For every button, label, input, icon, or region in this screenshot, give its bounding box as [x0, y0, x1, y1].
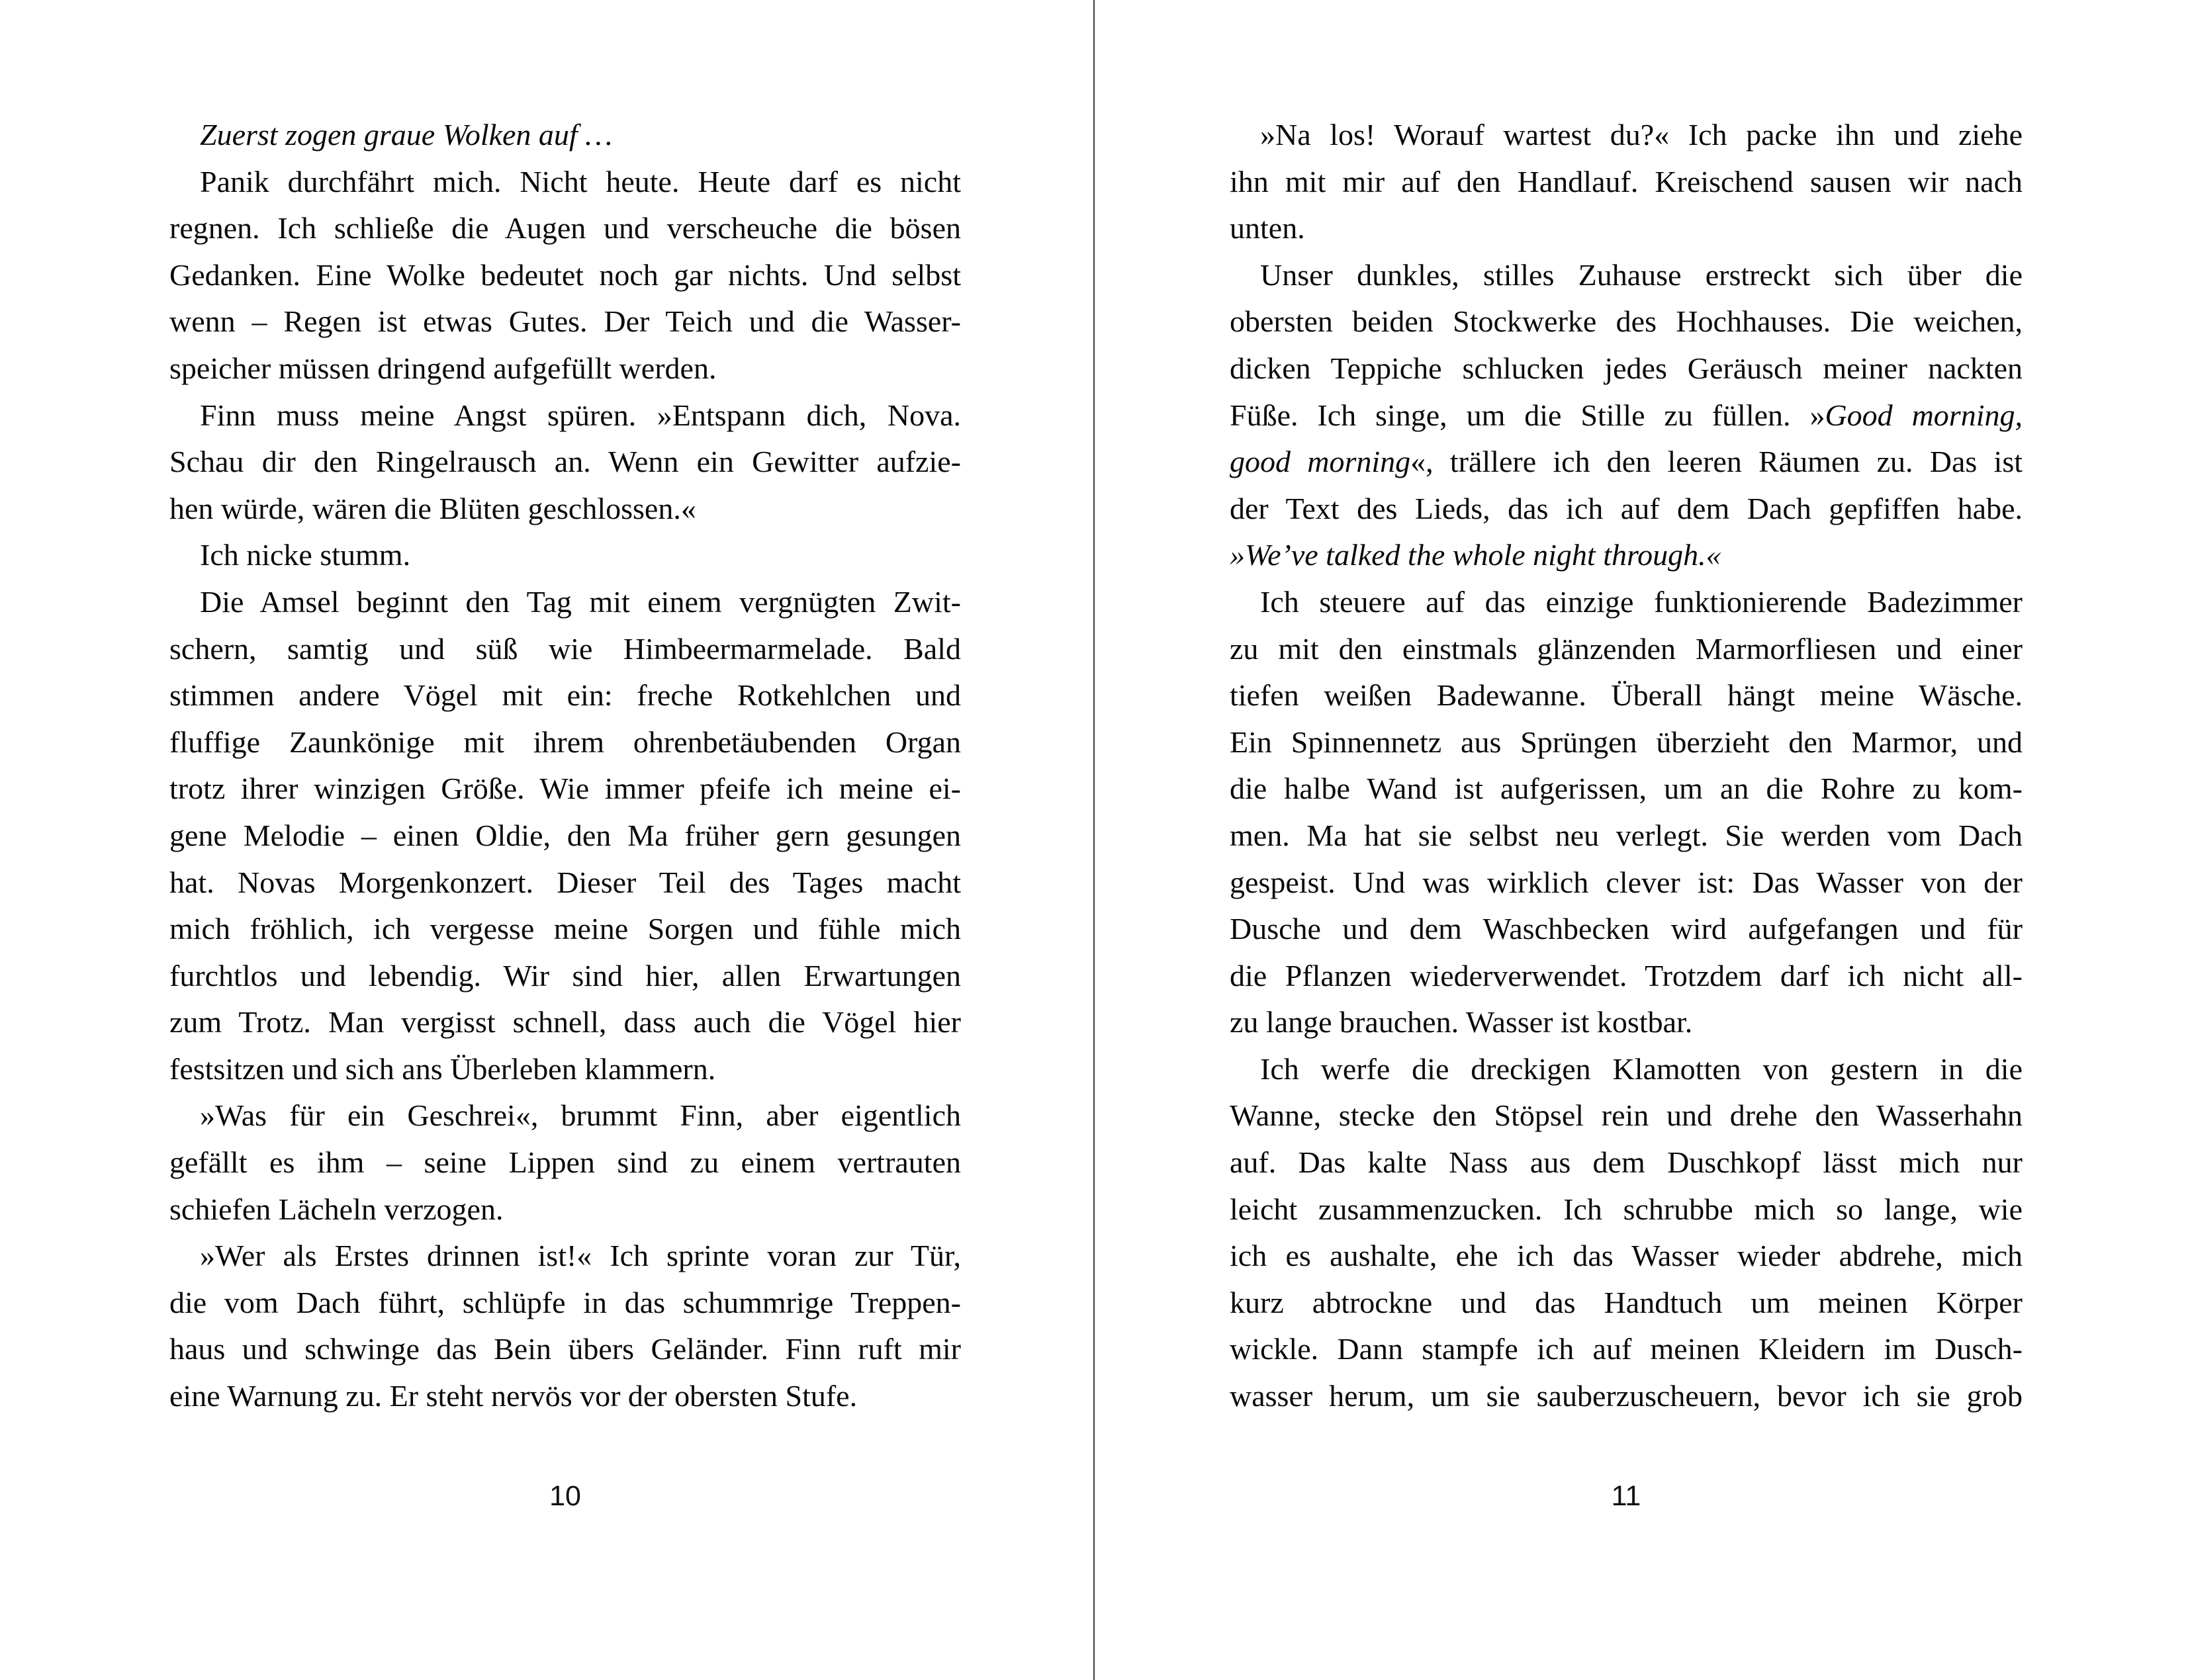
text-line [169, 112, 961, 159]
text-line [169, 953, 961, 1000]
text-run: mich fröhlich, ich vergesse meine Sorgen und fühle mich [169, 912, 961, 946]
text-line [1230, 205, 2023, 252]
text-run: hat. Novas Morgenkonzert. Dieser Teil des Tages macht [169, 865, 961, 899]
text-run: kurz abtrockne und das Handtuch um meinen Körper [1230, 1285, 2023, 1319]
text-line [1230, 532, 2023, 579]
text-run: furchtlos und lebendig. Wir sind hier, allen Erwartungen [169, 958, 961, 993]
text-run: »Wer als Erstes drinnen ist!« Ich sprinte voran zur Tür, [200, 1239, 961, 1273]
text-line [169, 1186, 961, 1233]
text-line [1230, 345, 2023, 392]
text-run: zu lange brauchen. Wasser ist kostbar. [1230, 1005, 1693, 1039]
text-line [1230, 860, 2023, 906]
italic-text-run: Good morning, [1825, 398, 2023, 432]
text-line [169, 345, 961, 392]
text-line [1230, 159, 2023, 206]
text-line [1230, 1326, 2023, 1373]
text-line [1230, 579, 2023, 626]
text-line [169, 1233, 961, 1280]
page-right-text [1230, 112, 2023, 1420]
text-line [1230, 252, 2023, 299]
text-run: Die Amsel beginnt den Tag mit einem vergnügten Zwit- [200, 584, 961, 619]
text-line [1230, 298, 2023, 345]
text-run: wickle. Dann stampfe ich auf meinen Kleidern im Dusch- [1230, 1332, 2023, 1366]
text-line [1230, 953, 2023, 1000]
italic-text-run: »We’ve talked the whole night through.« [1230, 538, 1721, 572]
text-run: schern, samtig und süß wie Himbeermarmelade. Bald [169, 631, 961, 666]
text-run: regnen. Ich schließe die Augen und verscheuche die bösen [169, 211, 961, 245]
text-run: gene Melodie – einen Oldie, den Ma früher gern gesungen [169, 818, 961, 852]
text-line [169, 1139, 961, 1186]
text-run: »Was für ein Geschrei«, brummt Finn, aber eigentlich [200, 1098, 961, 1133]
text-run: unten. [1230, 211, 1305, 245]
text-line [169, 532, 961, 579]
text-run: men. Ma hat sie selbst neu verlegt. Sie werden vom Dach [1230, 818, 2023, 852]
text-run: tiefen weißen Badewanne. Überall hängt meine Wäsche. [1230, 678, 2023, 713]
text-run: Dusche und dem Waschbecken wird aufgefangen und für [1230, 912, 2023, 946]
text-line [1230, 1280, 2023, 1327]
text-line [1230, 626, 2023, 673]
text-run: trotz ihrer winzigen Größe. Wie immer pfeife ich meine ei- [169, 772, 961, 806]
text-line [1230, 813, 2023, 860]
text-run: speicher müssen dringend aufgefüllt werden. [169, 351, 717, 385]
text-run: fluffige Zaunkönige mit ihrem ohrenbetäubenden Organ [169, 725, 961, 759]
text-line [169, 719, 961, 766]
italic-text-run: Zuerst zogen graue Wolken auf … [200, 118, 613, 152]
text-line [169, 1373, 961, 1420]
text-run: der Text des Lieds, das ich auf dem Dach gepfiffen habe. [1230, 491, 2023, 525]
text-line [1230, 1046, 2023, 1093]
text-line [169, 579, 961, 626]
text-run: Füße. Ich singe, um die Stille zu füllen. » [1230, 398, 1825, 432]
text-run: wasser herum, um sie sauberzuscheuern, bevor ich sie grob [1230, 1379, 2023, 1413]
text-line [1230, 906, 2023, 953]
text-run: zum Trotz. Man vergisst schnell, dass auch die Vögel hier [169, 1005, 961, 1039]
text-line [1230, 719, 2023, 766]
text-line [169, 860, 961, 906]
text-run: Ich steuere auf das einzige funktionierende Badezimmer [1260, 584, 2023, 619]
text-run: eine Warnung zu. Er steht nervös vor der obersten Stufe. [169, 1379, 858, 1413]
text-line [169, 766, 961, 813]
page-number-left: 10 [549, 1480, 581, 1512]
text-line [169, 439, 961, 486]
text-run: ich es aushalte, ehe ich das Wasser wieder abdrehe, mich [1230, 1239, 2023, 1273]
text-run: gespeist. Und was wirklich clever ist: Das Wasser von der [1230, 865, 2023, 899]
text-run: leicht zusammenzucken. Ich schrubbe mich so lange, wie [1230, 1192, 2023, 1226]
text-run: Ich nicke stumm. [200, 538, 411, 572]
text-line [169, 252, 961, 299]
text-line [1230, 1139, 2023, 1186]
text-line [1230, 766, 2023, 813]
text-line [169, 298, 961, 345]
text-line [1230, 1186, 2023, 1233]
text-line [1230, 439, 2023, 486]
text-run: schiefen Lächeln verzogen. [169, 1192, 504, 1226]
text-run: haus und schwinge das Bein übers Geländer. Finn ruft mir [169, 1332, 961, 1366]
text-run: «, trällere ich den leeren Räumen zu. Das ist [1410, 445, 2023, 479]
text-run: die halbe Wand ist aufgerissen, um an die Rohre zu kom- [1230, 772, 2023, 806]
text-run: Gedanken. Eine Wolke bedeutet noch gar nichts. Und selbst [169, 257, 961, 292]
text-run: Finn muss meine Angst spüren. »Entspann dich, Nova. [200, 398, 961, 432]
text-run: die Pflanzen wiederverwendet. Trotzdem darf ich nicht all- [1230, 958, 2023, 993]
text-run: Ich werfe die dreckigen Klamotten von gestern in die [1260, 1051, 2023, 1086]
text-line [169, 1326, 961, 1373]
text-line [1230, 1092, 2023, 1139]
text-line [169, 626, 961, 673]
text-line [1230, 1233, 2023, 1280]
page-divider [1093, 0, 1095, 1680]
page-number-right: 11 [1611, 1480, 1641, 1512]
text-line [169, 1046, 961, 1093]
text-run: Wanne, stecke den Stöpsel rein und drehe den Wasserhahn [1230, 1098, 2023, 1133]
text-run: obersten beiden Stockwerke des Hochhauses. Die weichen, [1230, 304, 2023, 339]
text-line [1230, 392, 2023, 439]
text-run: Ein Spinnennetz aus Sprüngen überzieht den Marmor, und [1230, 725, 2023, 759]
text-line [1230, 112, 2023, 159]
text-run: auf. Das kalte Nass aus dem Duschkopf lässt mich nur [1230, 1145, 2023, 1180]
text-line [169, 1092, 961, 1139]
text-line [169, 672, 961, 719]
text-line [1230, 1373, 2023, 1420]
italic-text-run: good morning [1230, 445, 1411, 479]
text-run: dicken Teppiche schlucken jedes Geräusch meiner nackten [1230, 351, 2023, 385]
text-line [169, 205, 961, 252]
text-line [169, 1280, 961, 1327]
text-run: »Na los! Worauf wartest du?« Ich packe ihn und ziehe [1260, 118, 2023, 152]
text-line [169, 159, 961, 206]
text-line [1230, 999, 2023, 1046]
text-run: festsitzen und sich ans Überleben klammern. [169, 1051, 716, 1086]
page-left-text [169, 112, 961, 1420]
text-line [169, 813, 961, 860]
text-run: die vom Dach führt, schlüpfe in das schummrige Treppen- [169, 1285, 961, 1319]
text-line [169, 906, 961, 953]
text-line [169, 999, 961, 1046]
text-run: wenn – Regen ist etwas Gutes. Der Teich und die Wasser- [169, 304, 961, 339]
text-line [1230, 486, 2023, 533]
text-run: Schau dir den Ringelrausch an. Wenn ein Gewitter aufzie- [169, 445, 961, 479]
text-line [1230, 672, 2023, 719]
text-run: ihn mit mir auf den Handlauf. Kreischend sausen wir nach [1230, 164, 2023, 199]
text-run: zu mit den einstmals glänzenden Marmorfliesen und einer [1230, 631, 2023, 666]
text-line [169, 486, 961, 533]
text-run: gefällt es ihm – seine Lippen sind zu einem vertrauten [169, 1145, 961, 1180]
text-run: stimmen andere Vögel mit ein: freche Rotkehlchen und [169, 678, 961, 713]
text-run: hen würde, wären die Blüten geschlossen.« [169, 491, 696, 525]
text-run: Unser dunkles, stilles Zuhause erstreckt sich über die [1260, 257, 2023, 292]
text-run: Panik durchfährt mich. Nicht heute. Heute darf es nicht [200, 164, 961, 199]
text-line [169, 392, 961, 439]
